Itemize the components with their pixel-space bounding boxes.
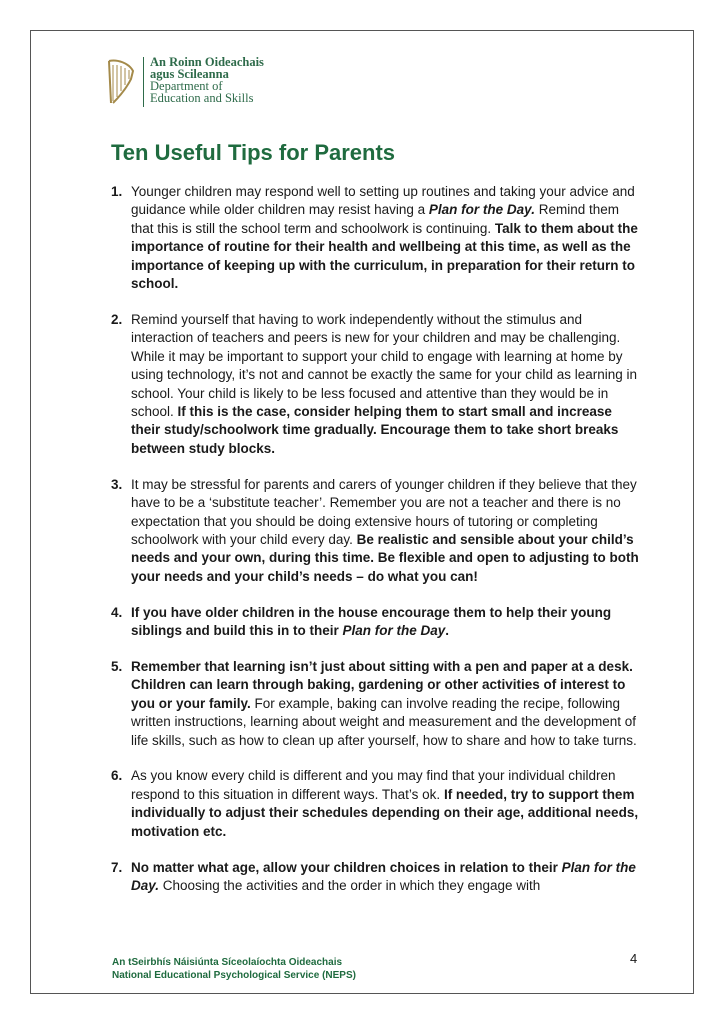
footer [112, 956, 356, 982]
tip-number: 6. [111, 768, 123, 784]
tip-number: 4. [111, 604, 123, 620]
org-irish-line-1: An Roinn Oideachais [150, 55, 264, 69]
tip-bold-text: No matter what age, allow your children choices in relation to their [131, 859, 562, 875]
org-english-line-2: Education and Skills [150, 91, 254, 105]
tip-number: 1. [111, 184, 123, 199]
tip-emphasis: Plan for the Day. [131, 859, 636, 893]
tip-bold-text: Talk to them about the importance of routine for their health and wellbeing at this time, as well as the importance of keeping up with the curriculum, in preparation for their return to school. [131, 220, 638, 292]
tip-text: Younger children may respond well to setting up routines and taking your advice and guidance while older children may resist having a [131, 184, 635, 218]
page-number: 4 [630, 951, 638, 966]
header-divider [143, 57, 144, 107]
org-english-line-1: Department of [150, 79, 223, 93]
tip-number: 2. [111, 311, 123, 327]
tip-4 [111, 604, 641, 641]
tip-bold-text: If this is the case, consider helping them to start small and increase their study/schoolwork time gradually. Encourage them to take short breaks between study blocks. [131, 403, 619, 456]
tip-bold-text: If you have older children in the house encourage them to help their young siblings and build this in to their [131, 604, 612, 639]
tip-text: Choosing the activities and the order in which they engage with [159, 878, 541, 893]
footer-english: National Educational Psychological Service (NEPS) [112, 970, 356, 981]
tip-7 [111, 859, 641, 896]
tip-text: For example, baking can involve reading the recipe, following written instructions, learning about weight and measurement and the development of life skills, such as how to clean up after yourself, how to share and how to take turns. [131, 695, 637, 748]
tip-3 [111, 476, 641, 586]
tip-text: Remind them that this is still the school term and schoolwork is continuing. [131, 202, 619, 236]
tip-6 [111, 767, 641, 841]
tip-bold-text: Remember that learning isn’t just about sitting with a pen and paper at a desk. Children can learn through baking, gardening or other activities of interest to you or your family. [131, 658, 633, 711]
tip-emphasis: Plan for the Day. [428, 202, 535, 218]
tips-list [111, 183, 641, 913]
tip-5 [111, 658, 641, 750]
page-title: Ten Useful Tips for Parents [111, 140, 396, 165]
harp-logo-icon [103, 57, 137, 107]
tip-1 [111, 183, 641, 293]
tip-number: 7. [111, 859, 123, 875]
tip-bold-text: If needed, try to support them individually to adjust their schedules depending on their age, additional needs, motivation etc. [131, 786, 639, 839]
tip-bold-text: . [445, 623, 450, 639]
tip-bold-text: Be realistic and sensible about your child’s needs and your own, during this time. Be flexible and open to adjusting to both your needs and your child’s needs – do what you can! [131, 531, 639, 584]
department-name [150, 56, 264, 104]
tip-emphasis: Plan for the Day [342, 623, 446, 639]
tip-2 [111, 311, 641, 458]
tip-number: 5. [111, 658, 123, 674]
tip-text: It may be stressful for parents and carers of younger children if they believe that they have to be a ‘substitute teacher’. Remember you are not a teacher and there is no expectation that you should be doing extensive hours of tutoring or completing schoolwork with your child every day. [131, 476, 637, 547]
tip-number: 3. [111, 476, 123, 492]
tip-text: As you know every child is different and you may find that your individual children respond to this situation in different ways. That’s ok. [131, 768, 616, 802]
tip-text: Remind yourself that having to work independently without the stimulus and interaction of teachers and peers is new for your children and may be challenging. While it may be important to support your child to engage with learning at home by using technology, it’s not and cannot be exactly the same for your child as learning in school. Your child is likely to be less focused and attentive than they would be in school. [131, 311, 638, 419]
org-irish-line-2: agus Scileanna [150, 67, 229, 81]
footer-irish: An tSeirbhís Náisiúnta Síceolaíochta Oideachais [112, 957, 343, 968]
